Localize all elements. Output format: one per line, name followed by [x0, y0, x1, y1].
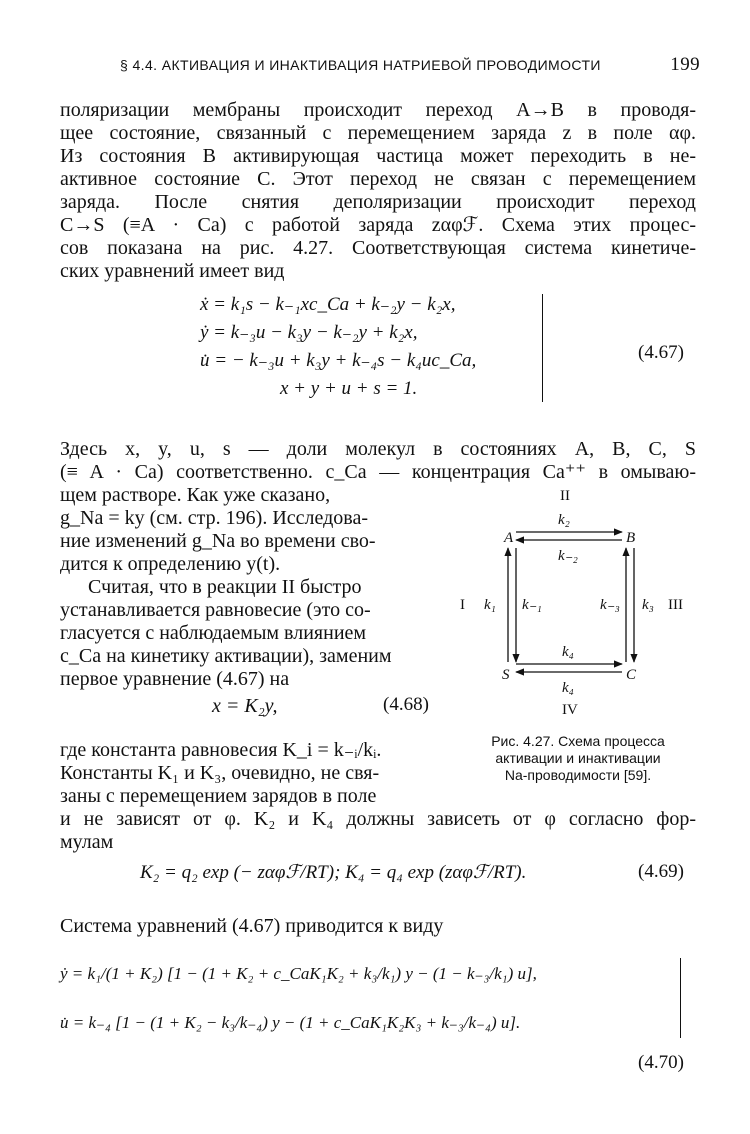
caption-line: Na-проводимости [59]. [504, 767, 652, 783]
text-line: где константа равновесия K_i = k₋ᵢ/kᵢ. [60, 739, 382, 761]
equation-number: (4.69) [638, 861, 684, 882]
text-line: g_Na = ky (см. стр. 196). Исследова- [60, 507, 368, 529]
page-number: 199 [670, 54, 700, 75]
equation-line: ẏ = k₋₃u − k₃y − k₋₂y + k₂x, [200, 322, 418, 343]
text-line: ских уравнений имеет вид [60, 260, 285, 282]
rate-k2: k₂ [558, 512, 570, 528]
equation-number: (4.68) [383, 694, 429, 715]
caption-line: Рис. 4.27. Схема процесса [491, 733, 665, 749]
text-line: заны с перемещением зарядов в поле [60, 785, 377, 807]
equation-line: u̇ = − k₋₃u + k₃y + k₋₄s − k₄uc_Ca, [200, 350, 477, 371]
text-line: ние изменений g_Na во времени сво- [60, 530, 376, 552]
equation-4-70-line-1: ẏ = k₁/(1 + K₂) [1 − (1 + K₂ + c_CaK₁K₂ + k₃/k₁) y − (1 − k₋₃/k₁) u], [60, 964, 537, 983]
text-line: Здесь x, y, u, s — доли молекул в состояниях A, B, C, S [60, 438, 696, 460]
rate-km2: k₋₂ [558, 548, 578, 564]
text-line: поляризации мембраны происходит переход A→B в проводя- [60, 99, 696, 121]
text-line: щее состояние, связанный с перемещением заряда z в поле αφ. [60, 122, 696, 144]
reaction-II-label: II [560, 488, 570, 504]
rate-km3: k₋₃ [600, 597, 620, 613]
text-line: активное состояние C. Этот переход не связан с перемещением [60, 168, 696, 190]
text-line: Константы K₁ и K₃, очевидно, не свя- [60, 762, 380, 784]
text-line: C→S (≡A · Ca) с работой заряда zαφℱ. Схема этих процес- [60, 214, 696, 236]
rate-k4: k₄ [562, 644, 574, 660]
equation-4-70-line-2: u̇ = k₋₄ [1 − (1 + K₂ − k₃/k₋₄) y − (1 + c_CaK₁K₂K₃ + k₋₃/k₋₄) u]. [60, 1013, 521, 1032]
text-line: щем растворе. Как уже сказано, [60, 484, 331, 506]
equation-line: ẋ = k₁s − k₋₁xc_Ca + k₋₂y − k₂x, [200, 294, 456, 315]
text-line: сов показана на рис. 4.27. Соответствующая система кинетиче- [60, 237, 696, 259]
figure-4-27-scheme [450, 484, 700, 724]
reaction-I-label: I [460, 597, 465, 613]
text-line: первое уравнение (4.67) на [60, 668, 290, 690]
rate-k1: k₁ [484, 597, 496, 613]
equation-brace [532, 294, 543, 402]
equation-brace [670, 958, 681, 1038]
rate-km1: k₋₁ [522, 597, 542, 613]
equation-4-69: K₂ = q₂ exp (− zαφℱ/RT); K₄ = q₄ exp (zαφℱ/RT). [140, 862, 527, 883]
node-B: B [626, 530, 636, 546]
running-header [120, 54, 700, 78]
section-title: § 4.4. АКТИВАЦИЯ И ИНАКТИВАЦИЯ НАТРИЕВОЙ ПРОВОДИМОСТИ [120, 57, 601, 73]
text-line: мулам [60, 831, 114, 853]
text-line: c_Ca на кинетику активации), заменим [60, 645, 392, 667]
equation-4-68: x = K₂y, [212, 695, 278, 717]
node-C: C [626, 667, 637, 683]
reaction-IV-label: IV [562, 702, 578, 718]
text-line: (≡ A · Ca) соответственно. c_Ca — концентрация Ca⁺⁺ в омываю- [60, 461, 696, 483]
rate-k3: k₃ [642, 597, 654, 613]
node-A: A [504, 530, 514, 546]
text-line: гласуется с наблюдаемым влиянием [60, 622, 367, 644]
text-line: устанавливается равновесие (это со- [60, 599, 371, 621]
text-line: заряда. После снятия деполяризации происходит переход [60, 191, 696, 213]
equation-number: (4.70) [638, 1052, 684, 1073]
reaction-III-label: III [668, 597, 683, 613]
text-line: Считая, что в реакции II быстро [88, 576, 362, 598]
equation-number: (4.67) [638, 342, 684, 363]
text-line: Система уравнений (4.67) приводится к виду [60, 915, 444, 937]
text-line: Из состояния B активирующая частица может переходить в не- [60, 145, 696, 167]
rate-km4: k₄ [562, 680, 574, 696]
caption-line: активации и инактивации [495, 750, 661, 766]
equation-line: x + y + u + s = 1. [280, 378, 418, 399]
node-S: S [502, 667, 510, 683]
text-line: и не зависят от φ. K₂ и K₄ должны зависеть от φ согласно фор- [60, 808, 696, 830]
text-line: дится к определению y(t). [60, 553, 281, 575]
